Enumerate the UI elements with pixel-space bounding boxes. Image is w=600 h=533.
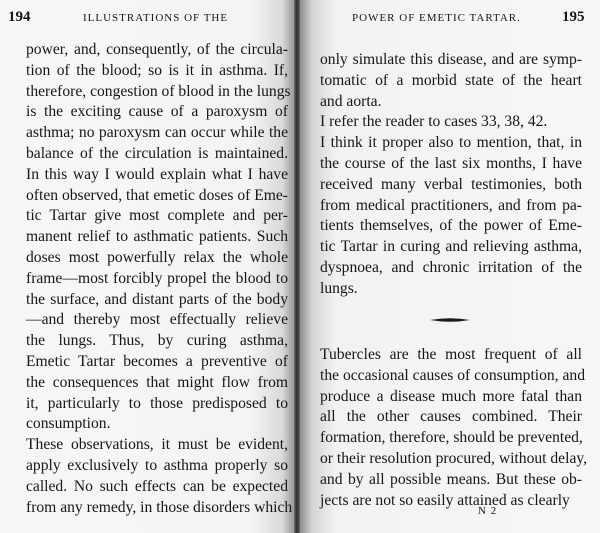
text-line: the lungs. Thus, by curing asthma,	[26, 332, 288, 350]
text-line: the course of the last six months, I have	[320, 154, 582, 172]
text-line: These observations, it must be evident,	[26, 436, 288, 454]
text-line: called. No such effects can be expected	[26, 477, 288, 495]
text-line: power, and, consequently, of the circula-	[26, 41, 288, 58]
text-line: the consequences that might flow from	[26, 373, 288, 391]
page-number: 194	[8, 9, 31, 25]
text-line: lungs.	[320, 279, 358, 297]
text-line: often observed, that emetic doses of Eme-	[26, 186, 288, 204]
text-line: tients themselves, of the power of Eme-	[320, 217, 582, 235]
text-line: or their resolution procured, without delay,	[320, 449, 588, 467]
text-line: and aorta.	[320, 92, 382, 110]
body-text	[320, 345, 588, 511]
text-line: and by all possible means. But these ob-	[320, 470, 582, 488]
text-line: from any remedy, in those disorders which	[26, 498, 293, 516]
text-line: all the other causes combined. Their	[320, 408, 582, 426]
text-line: from medical practitioners, and from pa-	[320, 196, 582, 214]
left-page	[0, 0, 294, 533]
text-line: dyspnoea, and chronic irritation of the	[320, 258, 582, 276]
text-line: frame—most forcibly propel the blood to	[26, 269, 288, 287]
body-text	[26, 40, 293, 518]
text-line: jects are not so easily attained as clearly	[320, 491, 570, 509]
text-line: the occasional causes of consumption, and	[320, 366, 586, 384]
text-line: tomatic of a morbid state of the heart	[320, 71, 582, 89]
text-line: only simulate this disease, and are symp-	[320, 51, 582, 68]
text-line: I refer the reader to cases 33, 38, 42.	[320, 113, 548, 131]
running-head: POWER OF EMETIC TARTAR.	[352, 12, 521, 24]
right-page	[300, 0, 600, 533]
page-number: 195	[562, 9, 585, 25]
text-line: tic Tartar in curing and relieving asthma,	[320, 238, 582, 256]
text-line: asthma; no paroxysm can occur while the	[26, 124, 288, 142]
text-line: consumption.	[26, 415, 111, 433]
section-divider-ornament	[430, 316, 470, 324]
text-line: therefore, congestion of blood in the lungs	[26, 82, 291, 100]
text-line: received many verbal testimonies, both	[320, 175, 582, 193]
text-line: doses most powerfully relax the whole	[26, 248, 288, 266]
text-line: manent relief to asthmatic patients. Such	[26, 228, 288, 246]
text-line: the surface, and distant parts of the body	[26, 290, 288, 308]
text-line: balance of the circulation is maintained.	[26, 144, 288, 162]
text-line: produce a disease much more fatal than	[320, 387, 582, 405]
text-line: it, particularly to those predisposed to	[26, 394, 288, 412]
text-line: is the exciting cause of a paroxysm of	[26, 103, 288, 121]
text-line: tic Tartar give most complete and per-	[26, 207, 288, 225]
printer-signature: N 2	[478, 505, 498, 517]
body-text	[320, 50, 582, 300]
text-line: tion of the blood; so is it in asthma. If,	[26, 61, 288, 79]
text-line: formation, therefore, should be prevented,	[320, 429, 583, 447]
text-line: Emetic Tartar becomes a preventive of	[26, 352, 288, 370]
text-line: Tubercles are the most frequent of all	[320, 346, 582, 363]
text-line: In this way I would explain what I have	[26, 165, 288, 183]
text-line: apply exclusively to asthma properly so	[26, 456, 288, 474]
text-line: —and thereby most effectually relieve	[26, 311, 288, 329]
running-head: ILLUSTRATIONS OF THE	[83, 12, 229, 24]
text-line: I think it proper also to mention, that, in	[320, 134, 582, 152]
